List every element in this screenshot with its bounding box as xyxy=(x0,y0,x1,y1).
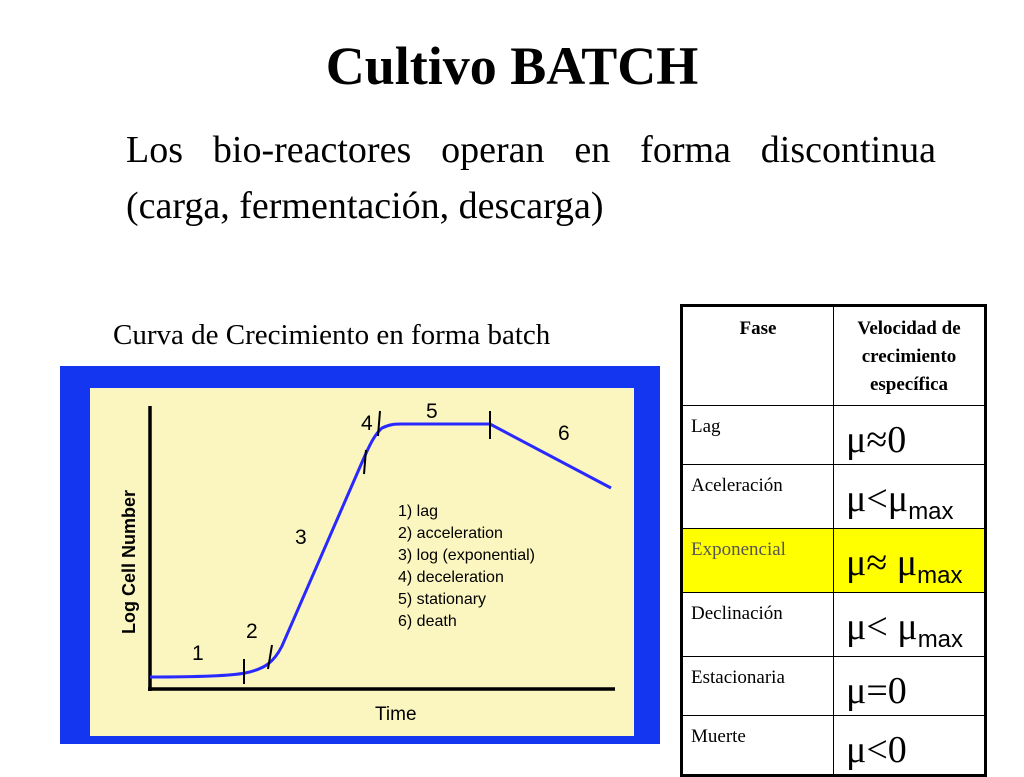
intro-text: Los bio-reactores operan en forma discontinua (carga, fermentación, descarga) xyxy=(126,129,936,227)
header-rate: Velocidad de crecimiento específica xyxy=(834,306,986,406)
slide-title: Cultivo BATCH xyxy=(325,36,699,96)
growth-rate xyxy=(834,529,986,593)
growth-rate-symbol: μ≈ μ xyxy=(846,542,918,584)
legend-item: 1) lag xyxy=(398,503,439,520)
growth-rate-subscript: max xyxy=(917,626,964,653)
phase-row xyxy=(682,657,986,716)
growth-rate-subscript: max xyxy=(908,498,954,525)
legend-item: 2) acceleration xyxy=(398,525,503,542)
y-axis-label: Log Cell Number xyxy=(119,489,139,634)
legend-item: 4) deceleration xyxy=(398,569,504,586)
phase-number-2: 2 xyxy=(246,620,258,643)
growth-rate-symbol: μ<μ xyxy=(846,478,909,520)
phase-name: Declinación xyxy=(682,593,834,657)
graph-caption: Curva de Crecimiento en forma batch xyxy=(113,319,551,351)
header-phase: Fase xyxy=(682,306,834,406)
phase-name: Aceleración xyxy=(682,465,834,529)
legend-item: 6) death xyxy=(398,613,457,630)
phase-name: Muerte xyxy=(682,716,834,776)
phase-table xyxy=(680,304,987,777)
growth-rate-symbol: μ<0 xyxy=(846,729,907,771)
phase-number-3: 3 xyxy=(295,526,307,549)
plot-background xyxy=(90,388,634,736)
phase-row xyxy=(682,465,986,529)
phase-row xyxy=(682,529,986,593)
phase-number-5: 5 xyxy=(426,400,438,423)
phase-row xyxy=(682,593,986,657)
phase-table-header xyxy=(682,306,986,406)
growth-rate-symbol: μ=0 xyxy=(846,670,907,712)
phase-number-6: 6 xyxy=(558,422,570,445)
growth-rate xyxy=(834,406,986,465)
phase-number-4: 4 xyxy=(361,412,373,435)
phase-name: Exponencial xyxy=(682,529,834,593)
growth-rate xyxy=(834,716,986,776)
phase-name: Estacionaria xyxy=(682,657,834,716)
growth-rate-symbol: μ< μ xyxy=(846,606,918,648)
phase-row xyxy=(682,716,986,776)
growth-rate xyxy=(834,657,986,716)
growth-rate-subscript: max xyxy=(917,562,963,589)
legend-item: 5) stationary xyxy=(398,591,487,608)
growth-curve-svg xyxy=(60,366,660,744)
x-axis-label: Time xyxy=(375,704,417,725)
growth-rate-symbol: μ≈0 xyxy=(846,419,907,461)
growth-rate xyxy=(834,593,986,657)
growth-curve-figure xyxy=(60,366,660,744)
growth-rate xyxy=(834,465,986,529)
phase-name: Lag xyxy=(682,406,834,465)
phase-row xyxy=(682,406,986,465)
phase-number-1: 1 xyxy=(192,642,204,665)
legend-item: 3) log (exponential) xyxy=(398,547,535,564)
